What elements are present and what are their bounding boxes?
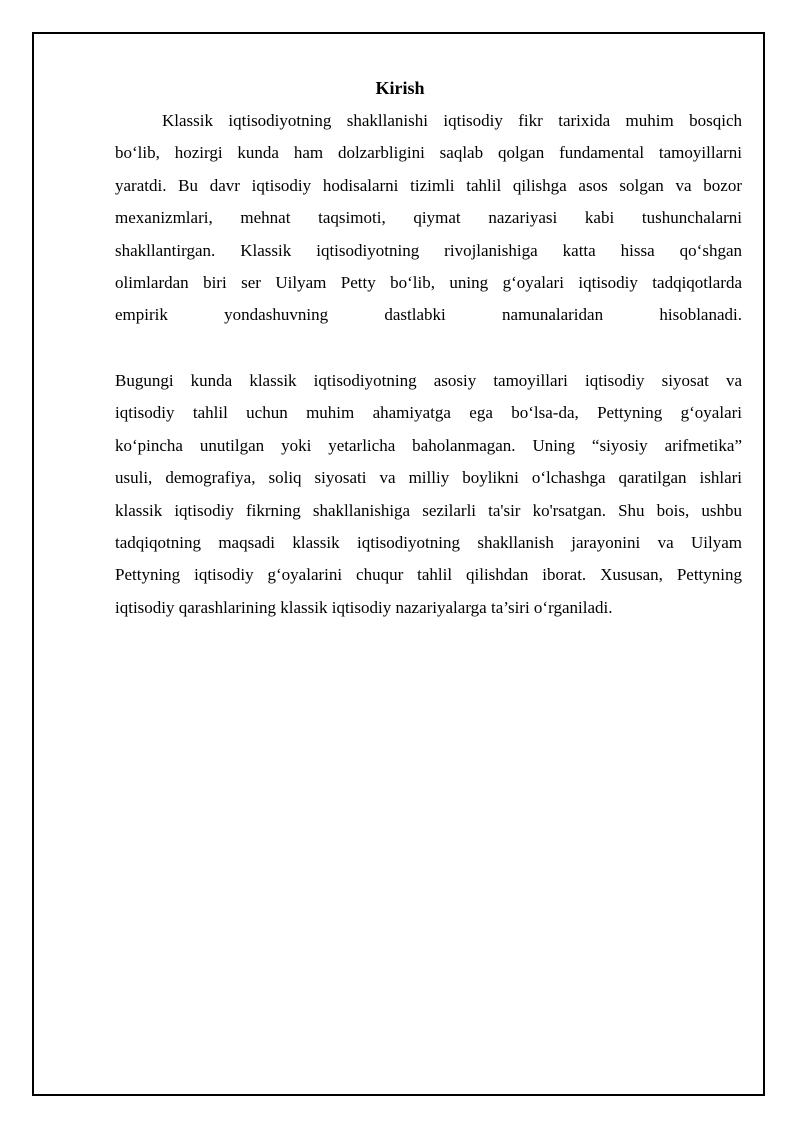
text-line: iqtisodiy tahlil uchun muhim ahamiyatga ega bo‘lsa-da, Pettyning g‘oyalari — [115, 403, 742, 423]
paragraph-purpose — [115, 365, 742, 624]
text-line: Pettyning iqtisodiy g‘oyalarini chuqur tahlil qilishdan iborat. Xususan, Pettyning — [115, 565, 742, 585]
text-line: bo‘lib, hozirgi kunda ham dolzarbligini saqlab qolgan fundamental tamoyillarni — [115, 143, 742, 163]
page-title: Kirish — [375, 78, 425, 98]
text-line: klassik iqtisodiy fikrning shakllanishiga sezilarli ta'sir ko'rsatgan. Shu bois, ushbu — [115, 500, 742, 520]
paragraph-intro — [115, 105, 742, 332]
text-line: yaratdi. Bu davr iqtisodiy hodisalarni tizimli tahlil qilishga asos solgan va bozor — [115, 175, 742, 195]
text-line: iqtisodiy qarashlarining klassik iqtisodiy nazariyalarga ta’siri o‘rganiladi. — [115, 597, 613, 617]
text-line: usuli, demografiya, soliq siyosati va milliy boylikni o‘lchashga qaratilgan ishlari — [115, 468, 742, 488]
text-line: ko‘pincha unutilgan yoki yetarlicha baholanmagan. Uning “siyosiy arifmetika” — [115, 435, 742, 455]
text-line: empirik yondashuvning dastlabki namunalaridan hisoblanadi. — [115, 305, 742, 325]
text-line: Klassik iqtisodiyotning shakllanishi iqtisodiy fikr tarixida muhim bosqich — [162, 111, 742, 130]
text-line: mexanizmlari, mehnat taqsimoti, qiymat nazariyasi kabi tushunchalarni — [115, 208, 742, 228]
text-line: shakllantirgan. Klassik iqtisodiyotning rivojlanishiga katta hissa qo‘shgan — [115, 240, 742, 260]
text-line: Bugungi kunda klassik iqtisodiyotning asosiy tamoyillari iqtisodiy siyosat va — [115, 371, 742, 390]
text-line: tadqiqotning maqsadi klassik iqtisodiyotning shakllanish jarayonini va Uilyam — [115, 532, 742, 552]
text-line: olimlardan biri ser Uilyam Petty bo‘lib, uning g‘oyalari iqtisodiy tadqiqotlarda — [115, 272, 742, 292]
